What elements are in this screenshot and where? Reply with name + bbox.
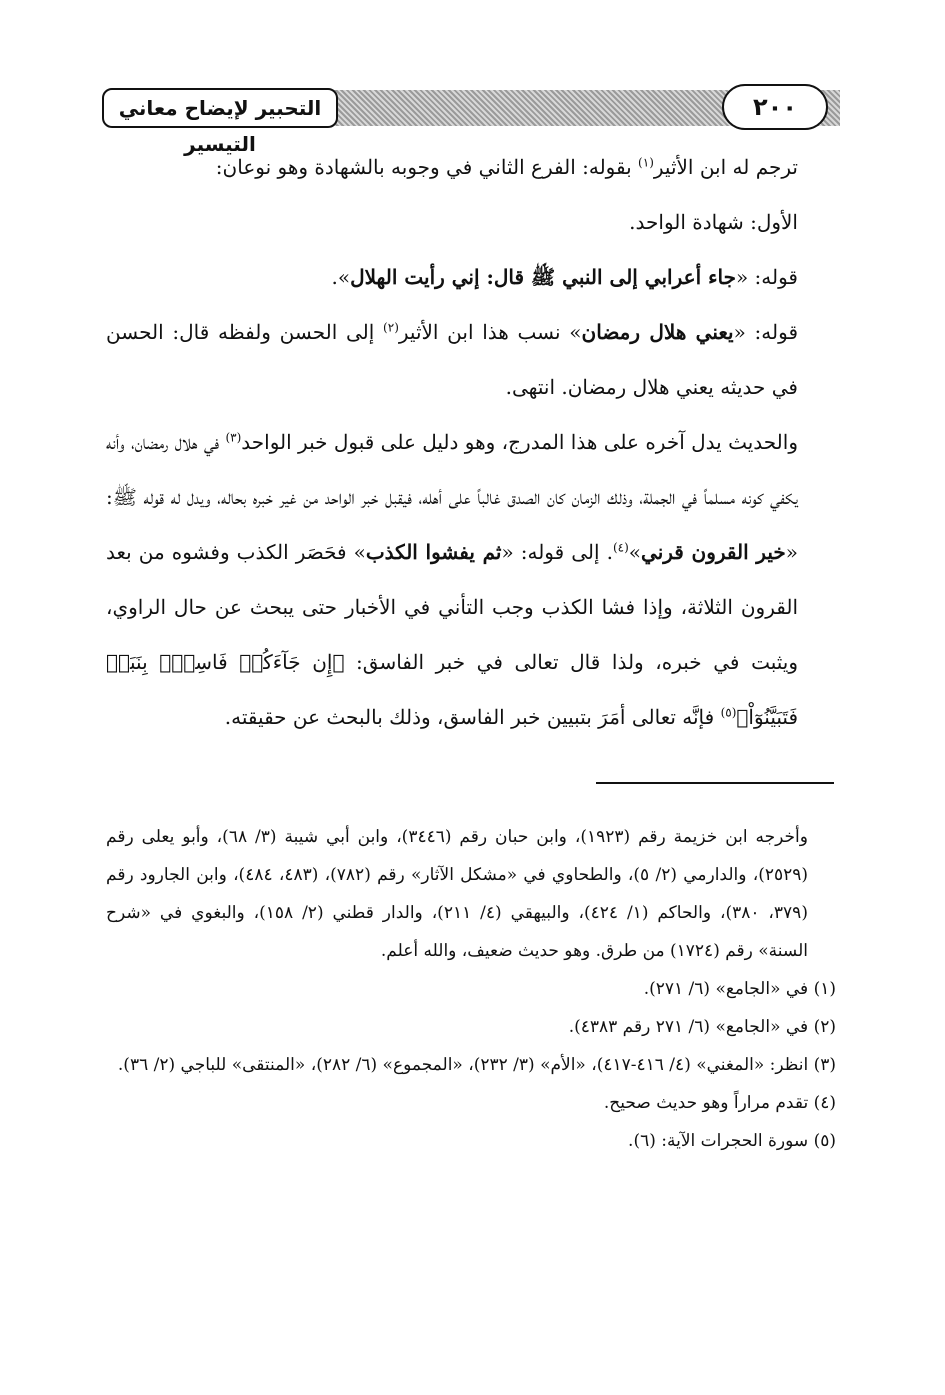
- paragraph-1: ترجم له ابن الأثير$^{(١)}$ بقوله: الفرع الثاني في وجوبه بالشهادة وهو نوعان:: [215, 155, 798, 179]
- footnote-separator: [596, 782, 834, 784]
- page-number: ٢٠٠: [722, 84, 828, 130]
- footnote-5: (٥) سورة الحجرات الآية: (٦).: [628, 1131, 836, 1151]
- paragraph-5: والحديث يدل آخره على هذا المدرج، وهو دليل على قبول خبر الواحد$^{(٣)}$ في هلال رمضان، وأنه يكفي كونه مسلماً في الجملة، وذلك الزمان كان الصدق غالباً على أهله، فيقبل خبر الواحد من غير خبره بحاله، ويدل له قوله ﷺ: «خير القرون قرني»$^{(٤)}$. إلى قوله: «ثم يفشوا الكذب» فحَصَر الكذب وفشوه من بعد القرون الثلاثة، وإذا فشا الكذب وجب التأني في الأخبار حتى يبحث عن حال الراوي، ويثبت في خبره، ولذا قال تعالى في خبر الفاسق: ﴿إِن جَآءَكُمۡ فَاسِقُۢ بِنَبَإٖ فَتَبَيَّنُوٓاْ﴾$^{(٥)}$ فإنَّه تعالى أمَرَ بتبيين خبر الفاسق، وذلك بالبحث عن حقيقته.: [106, 430, 798, 729]
- footnote-3: (٣) انظر: «المغني» (٤/ ٤١٦-٤١٧)، «الأم» (٣/ ٢٣٢)، «المجموع» (٦/ ٢٨٢)، «المنتقى» للباجي (٢/ ٣٦).: [117, 1055, 836, 1075]
- main-text: [106, 140, 836, 745]
- book-title: التحبير لإيضاح معاني التيسير: [102, 88, 338, 128]
- footnote-continuation: وأخرجه ابن خزيمة رقم (١٩٢٣)، وابن حبان رقم (٣٤٤٦)، وابن أبي شيبة (٣/ ٦٨)، وأبو يعلى رقم (٢٥٢٩)، والدارمي (٢/ ٥)، والطحاوي في «مشكل الآثار» رقم (٧٨٢)، (٤٨٣، ٤٨٤)، وابن الجارود رقم (٣٧٩، ٣٨٠)، والحاكم (١/ ٤٢٤)، والبيهقي (٤/ ٢١١)، والدار قطني (٢/ ١٥٨)، والبغوي في «شرح السنة» رقم (١٧٢٤) من طرق. وهو حديث ضعيف، والله أعلم.: [106, 827, 809, 961]
- footnotes: [106, 818, 836, 1160]
- footnote-ref-1: (١): [638, 155, 654, 170]
- quoted-phrase: يعني هلال رمضان: [581, 320, 734, 344]
- footnote-2: (٢) في «الجامع» (٦/ ٢٧١ رقم ٤٣٨٣).: [568, 1017, 836, 1037]
- paragraph-3: قوله: «جاء أعرابي إلى النبي ﷺ قال: إني رأيت الهلال».: [331, 265, 798, 289]
- footnote-ref-3: (٣): [225, 430, 242, 445]
- footnote-4: (٤) تقدم مراراً وهو حديث صحيح.: [603, 1093, 836, 1113]
- footnote-ref-5: (٥): [720, 705, 737, 720]
- footnote-ref-2: (٢): [383, 320, 399, 335]
- quoted-hadith: جاء أعرابي إلى النبي ﷺ قال: إني رأيت الهلال: [350, 265, 736, 289]
- paragraph-2: الأول: شهادة الواحد.: [629, 210, 798, 234]
- footnote-1: (١) في «الجامع» (٦/ ٢٧١).: [643, 979, 836, 999]
- quoted-hadith-2: خير القرون قرني: [641, 540, 786, 564]
- paragraph-4: قوله: «يعني هلال رمضان» نسب هذا ابن الأثير$^{(٢)}$ إلى الحسن ولفظه قال: الحسن في حديثه يعني هلال رمضان. انتهى.: [106, 320, 799, 399]
- quoted-hadith-3: ثم يفشوا الكذب: [365, 540, 502, 564]
- footnote-ref-4: (٤): [612, 540, 629, 555]
